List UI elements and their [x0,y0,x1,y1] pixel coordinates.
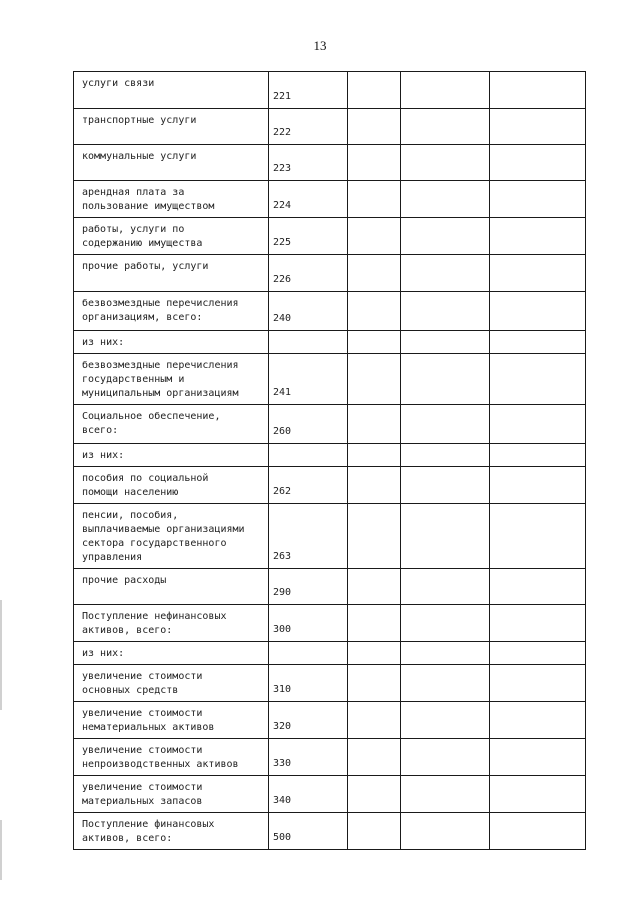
value-cell [348,467,401,504]
value-cell [490,702,586,739]
row-code-cell [269,331,348,354]
row-code-cell: 290 [269,569,348,605]
row-name-cell: Социальное обеспечение, всего: [74,405,269,444]
row-code-cell: 320 [269,702,348,739]
row-name-cell: Поступление нефинансовых активов, всего: [74,605,269,642]
row-name-cell: арендная плата за пользование имуществом [74,181,269,218]
value-cell [348,292,401,331]
row-code-cell: 340 [269,776,348,813]
row-name-cell: пенсии, пособия, выплачиваемые организациями сектора государственного управления [74,504,269,569]
row-name-cell: коммунальные услуги [74,145,269,181]
table-row [74,405,586,444]
value-cell [348,109,401,145]
value-cell [490,504,586,569]
value-cell [401,702,490,739]
scan-edge-mark [0,600,2,710]
value-cell [348,218,401,255]
table-row [74,776,586,813]
row-name-cell: увеличение стоимости непроизводственных активов [74,739,269,776]
value-cell [401,776,490,813]
row-code-cell: 500 [269,813,348,850]
value-cell [348,444,401,467]
value-cell [401,739,490,776]
value-cell [401,813,490,850]
value-cell [490,181,586,218]
row-code-cell [269,642,348,665]
row-name-cell: прочие расходы [74,569,269,605]
table-row [74,813,586,850]
row-code-cell [269,444,348,467]
table-row [74,467,586,504]
value-cell [348,255,401,292]
value-cell [490,218,586,255]
value-cell [348,642,401,665]
table-row [74,72,586,109]
table-body [74,72,586,850]
table-row [74,642,586,665]
value-cell [401,569,490,605]
value-cell [401,292,490,331]
value-cell [490,665,586,702]
value-cell [348,405,401,444]
row-code-cell: 223 [269,145,348,181]
value-cell [401,504,490,569]
table-row [74,331,586,354]
value-cell [490,739,586,776]
value-cell [348,665,401,702]
value-cell [401,181,490,218]
row-name-cell: услуги связи [74,72,269,109]
table-row [74,354,586,405]
row-name-cell: Поступление финансовых активов, всего: [74,813,269,850]
value-cell [401,405,490,444]
row-name-cell: транспортные услуги [74,109,269,145]
value-cell [348,181,401,218]
value-cell [348,605,401,642]
value-cell [401,642,490,665]
table-row [74,605,586,642]
value-cell [490,255,586,292]
table-row [74,739,586,776]
table-row [74,292,586,331]
value-cell [490,145,586,181]
row-name-cell: из них: [74,642,269,665]
value-cell [348,331,401,354]
budget-table [73,71,585,850]
table-row [74,181,586,218]
row-name-cell: прочие работы, услуги [74,255,269,292]
value-cell [401,331,490,354]
value-cell [401,218,490,255]
value-cell [490,444,586,467]
scan-edge-mark [0,820,2,880]
row-name-cell: работы, услуги по содержанию имущества [74,218,269,255]
table-row [74,255,586,292]
page-number: 13 [313,38,327,53]
table-row [74,504,586,569]
value-cell [348,776,401,813]
row-code-cell: 260 [269,405,348,444]
row-code-cell: 224 [269,181,348,218]
row-name-cell: увеличение стоимости материальных запасов [74,776,269,813]
value-cell [490,405,586,444]
value-cell [401,444,490,467]
value-cell [401,109,490,145]
row-code-cell: 263 [269,504,348,569]
value-cell [401,145,490,181]
value-cell [348,354,401,405]
value-cell [348,504,401,569]
value-cell [490,605,586,642]
expenses-table [73,71,586,850]
table-row [74,444,586,467]
value-cell [348,72,401,109]
row-code-cell: 241 [269,354,348,405]
row-code-cell: 225 [269,218,348,255]
value-cell [490,813,586,850]
value-cell [490,467,586,504]
row-code-cell: 300 [269,605,348,642]
value-cell [348,739,401,776]
row-code-cell: 226 [269,255,348,292]
value-cell [490,776,586,813]
value-cell [490,354,586,405]
value-cell [401,255,490,292]
table-row [74,569,586,605]
value-cell [490,331,586,354]
row-code-cell: 240 [269,292,348,331]
row-name-cell: пособия по социальной помощи населению [74,467,269,504]
value-cell [348,702,401,739]
row-name-cell: увеличение стоимости нематериальных активов [74,702,269,739]
value-cell [401,467,490,504]
table-row [74,702,586,739]
value-cell [348,569,401,605]
row-code-cell: 310 [269,665,348,702]
table-row [74,109,586,145]
value-cell [490,569,586,605]
value-cell [490,292,586,331]
row-code-cell: 222 [269,109,348,145]
value-cell [490,72,586,109]
row-code-cell: 262 [269,467,348,504]
row-name-cell: из них: [74,444,269,467]
value-cell [401,665,490,702]
table-row [74,218,586,255]
row-name-cell: из них: [74,331,269,354]
value-cell [348,813,401,850]
value-cell [401,354,490,405]
value-cell [490,109,586,145]
row-code-cell: 221 [269,72,348,109]
row-code-cell: 330 [269,739,348,776]
value-cell [401,72,490,109]
table-row [74,665,586,702]
row-name-cell: безвозмездные перечисления организациям, всего: [74,292,269,331]
value-cell [401,605,490,642]
value-cell [490,642,586,665]
row-name-cell: безвозмездные перечисления государственным и муниципальным организациям [74,354,269,405]
value-cell [348,145,401,181]
row-name-cell: увеличение стоимости основных средств [74,665,269,702]
table-row [74,145,586,181]
